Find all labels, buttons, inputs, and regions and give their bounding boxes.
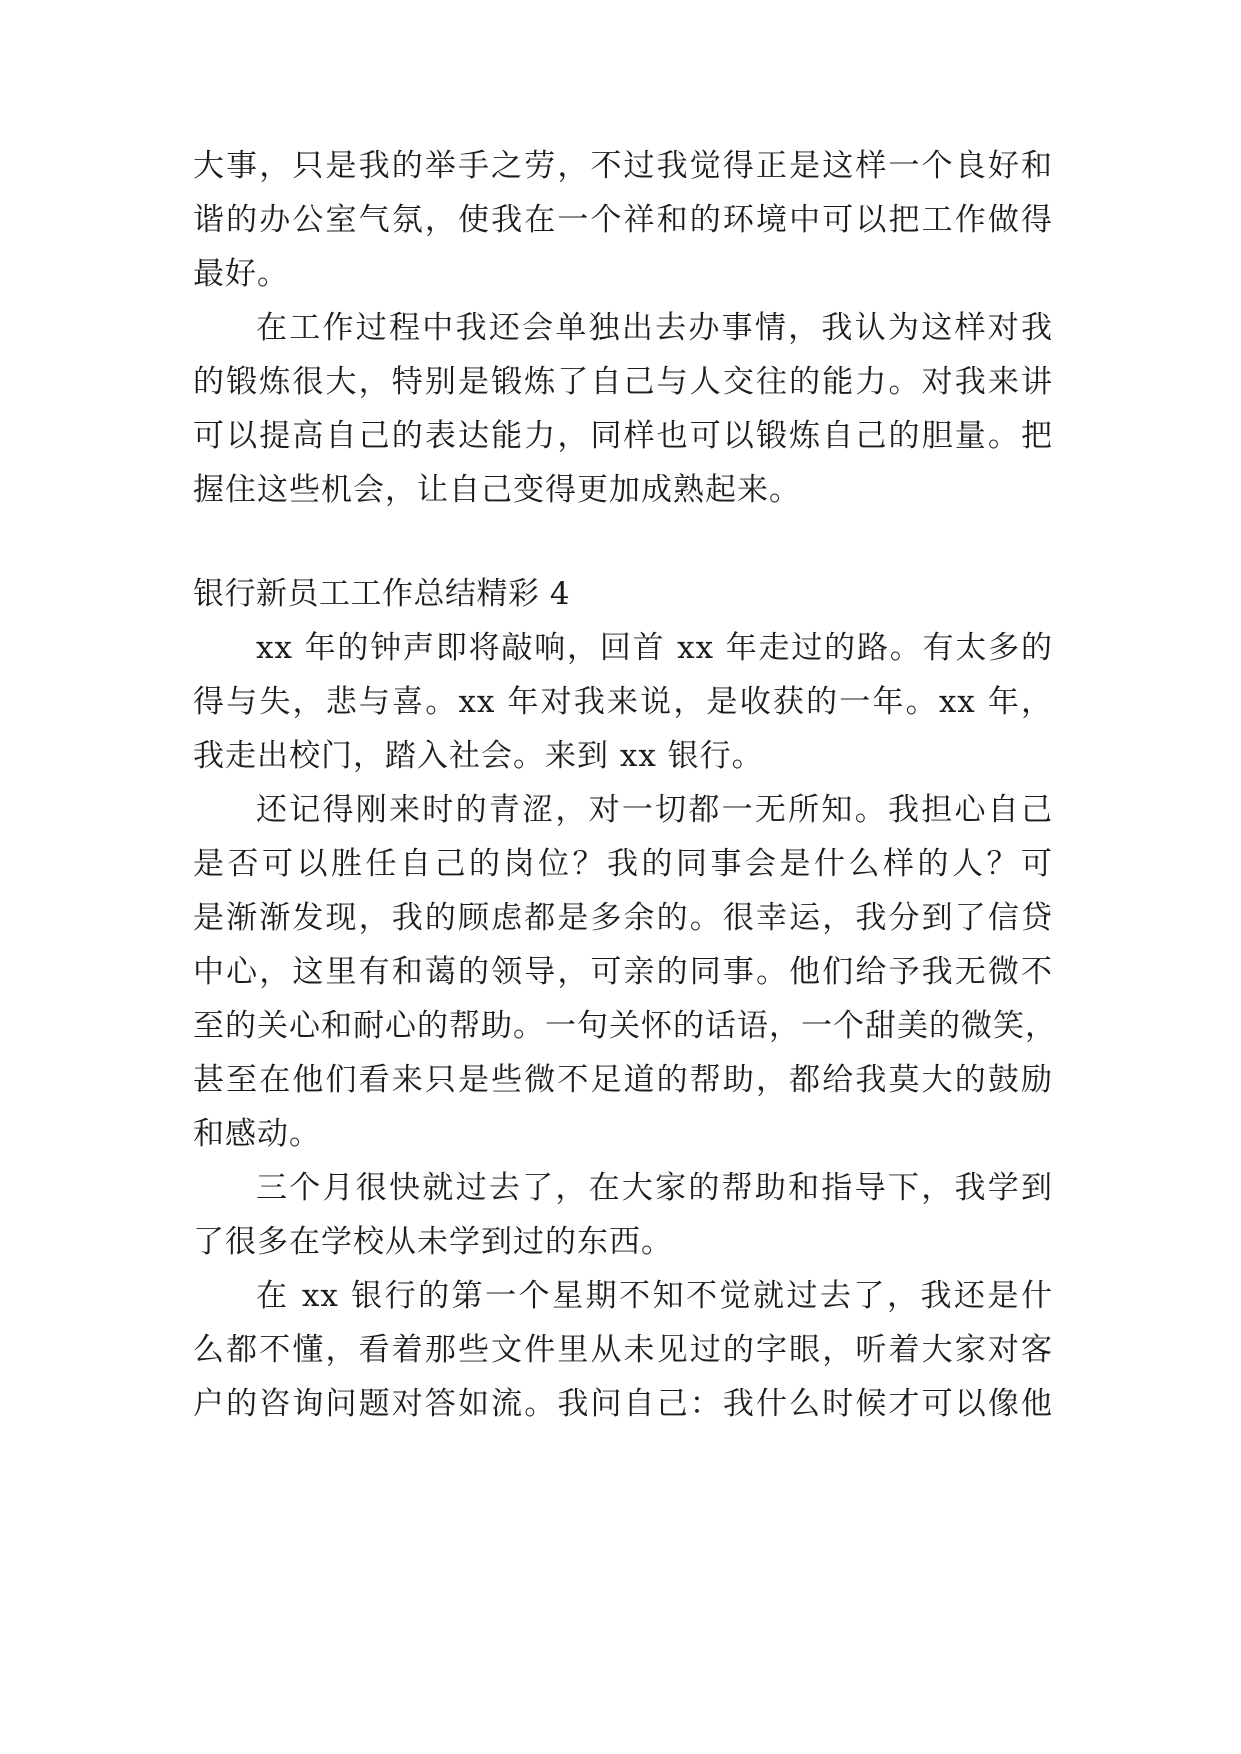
text-line: 我走出校门，踏入社会。来到 xx 银行。 — [193, 738, 764, 774]
section-title: 银行新员工工作总结精彩 4 — [193, 576, 571, 612]
text-line: 握住这些机会，让自己变得更加成熟起来。 — [193, 472, 801, 508]
text-line: 三个月很快就过去了，在大家的帮助和指导下，我学到 — [256, 1170, 1053, 1206]
text-line: 最好。 — [193, 256, 289, 292]
text-line: 谐的办公室气氛，使我在一个祥和的环境中可以把工作做得 — [193, 202, 1053, 238]
text-line: 得与失，悲与喜。xx 年对我来说，是收获的一年。xx 年， — [193, 684, 1053, 720]
text-line: 是渐渐发现，我的顾虑都是多余的。很幸运，我分到了信贷 — [193, 900, 1053, 936]
text-line: 了很多在学校从未学到过的东西。 — [193, 1224, 673, 1260]
text-line: 大事，只是我的举手之劳，不过我觉得正是这样一个良好和 — [193, 148, 1053, 184]
text-line: 户的咨询问题对答如流。我问自己：我什么时候才可以像他 — [193, 1386, 1053, 1422]
text-line: 和感动。 — [193, 1116, 321, 1152]
text-line: 在工作过程中我还会单独出去办事情，我认为这样对我 — [256, 310, 1053, 346]
text-line: 甚至在他们看来只是些微不足道的帮助，都给我莫大的鼓励 — [193, 1062, 1053, 1098]
text-line: 么都不懂，看着那些文件里从未见过的字眼，听着大家对客 — [193, 1332, 1053, 1368]
text-line: 在 xx 银行的第一个星期不知不觉就过去了，我还是什 — [256, 1278, 1053, 1314]
text-line: 可以提高自己的表达能力，同样也可以锻炼自己的胆量。把 — [193, 418, 1053, 454]
text-line: 中心，这里有和蔼的领导，可亲的同事。他们给予我无微不 — [193, 954, 1053, 990]
text-line: 至的关心和耐心的帮助。一句关怀的话语，一个甜美的微笑， — [193, 1008, 1057, 1044]
text-line: xx 年的钟声即将敲响，回首 xx 年走过的路。有太多的 — [256, 630, 1053, 666]
text-line: 还记得刚来时的青涩，对一切都一无所知。我担心自己 — [256, 792, 1053, 828]
text-line: 的锻炼很大，特别是锻炼了自己与人交往的能力。对我来讲 — [193, 364, 1053, 400]
text-line: 是否可以胜任自己的岗位？我的同事会是什么样的人？可 — [193, 846, 1053, 882]
